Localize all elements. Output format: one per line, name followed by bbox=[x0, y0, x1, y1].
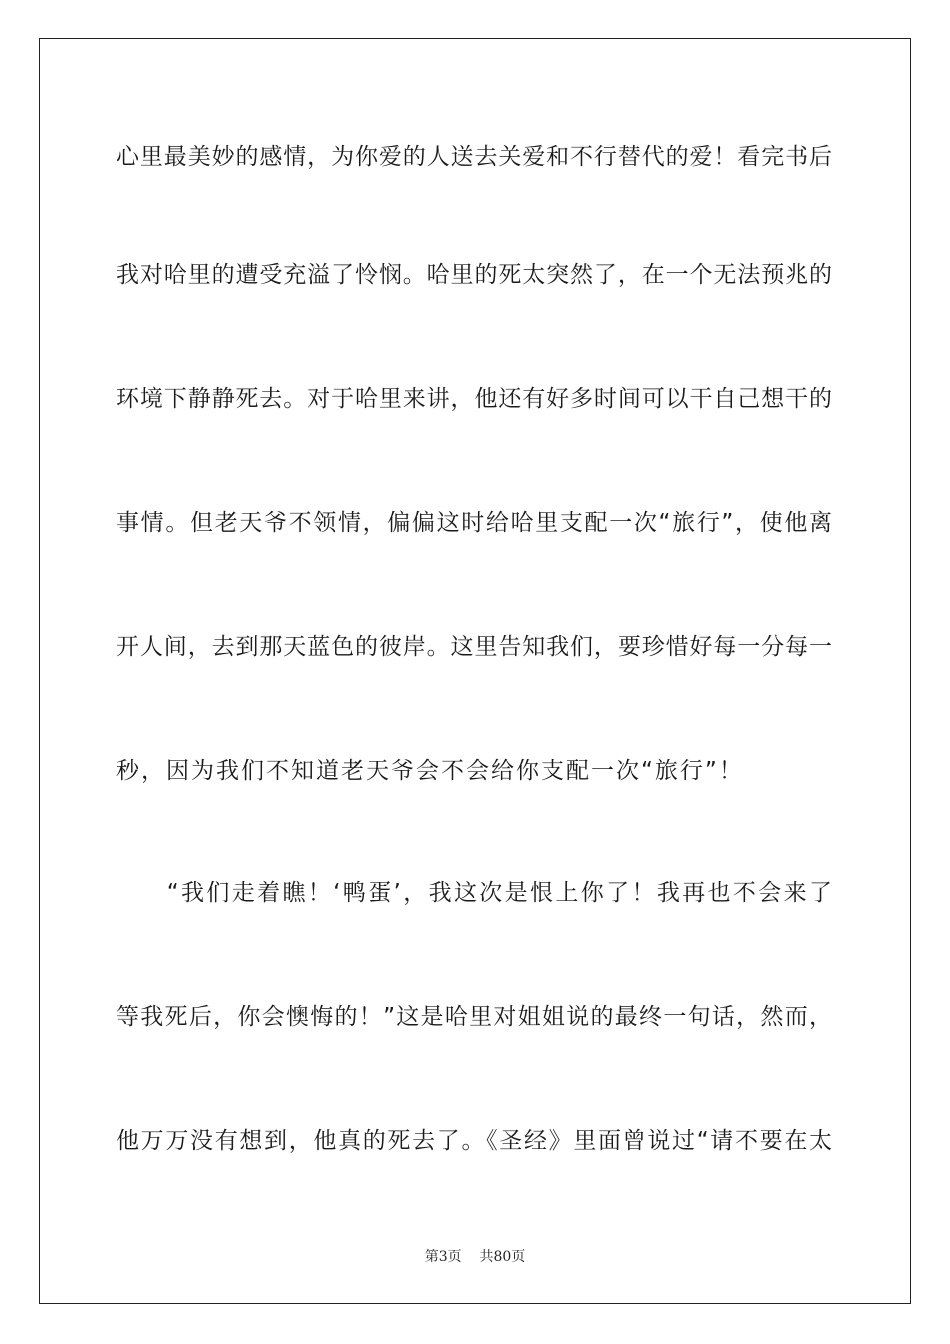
page-number: 第3页 bbox=[424, 1249, 462, 1265]
paragraph-line: 开人间，去到那天蓝色的彼岸。这里告知我们，要珍惜好每一分每一 bbox=[116, 634, 832, 660]
paragraph-line: 事情。但老天爷不领情，偏偏这时给哈里支配一次“旅行”，使他离 bbox=[116, 510, 832, 536]
page-total: 共80页 bbox=[479, 1249, 526, 1265]
paragraph-line: 秒，因为我们不知道老天爷会不会给你支配一次“旅行”！ bbox=[116, 758, 744, 784]
paragraph-line: 他万万没有想到，他真的死去了。《圣经》里面曾说过“请不要在太 bbox=[116, 1128, 832, 1154]
paragraph-line: 环境下静静死去。对于哈里来讲，他还有好多时间可以干自己想干的 bbox=[116, 386, 832, 412]
page-footer bbox=[0, 1246, 950, 1266]
paragraph-line: 心里最美妙的感情，为你爱的人送去关爱和不行替代的爱！看完书后 bbox=[116, 144, 832, 170]
paragraph-line: “我们走着瞧！‘鸭蛋’，我这次是恨上你了！我再也不会来了 bbox=[116, 880, 832, 906]
paragraph-line: 等我死后，你会懊悔的！”这是哈里对姐姐说的最终一句话，然而， bbox=[116, 1004, 832, 1030]
paragraph-line: 我对哈里的遭受充溢了怜悯。哈里的死太突然了，在一个无法预兆的 bbox=[116, 262, 832, 288]
page-frame bbox=[39, 38, 911, 1304]
